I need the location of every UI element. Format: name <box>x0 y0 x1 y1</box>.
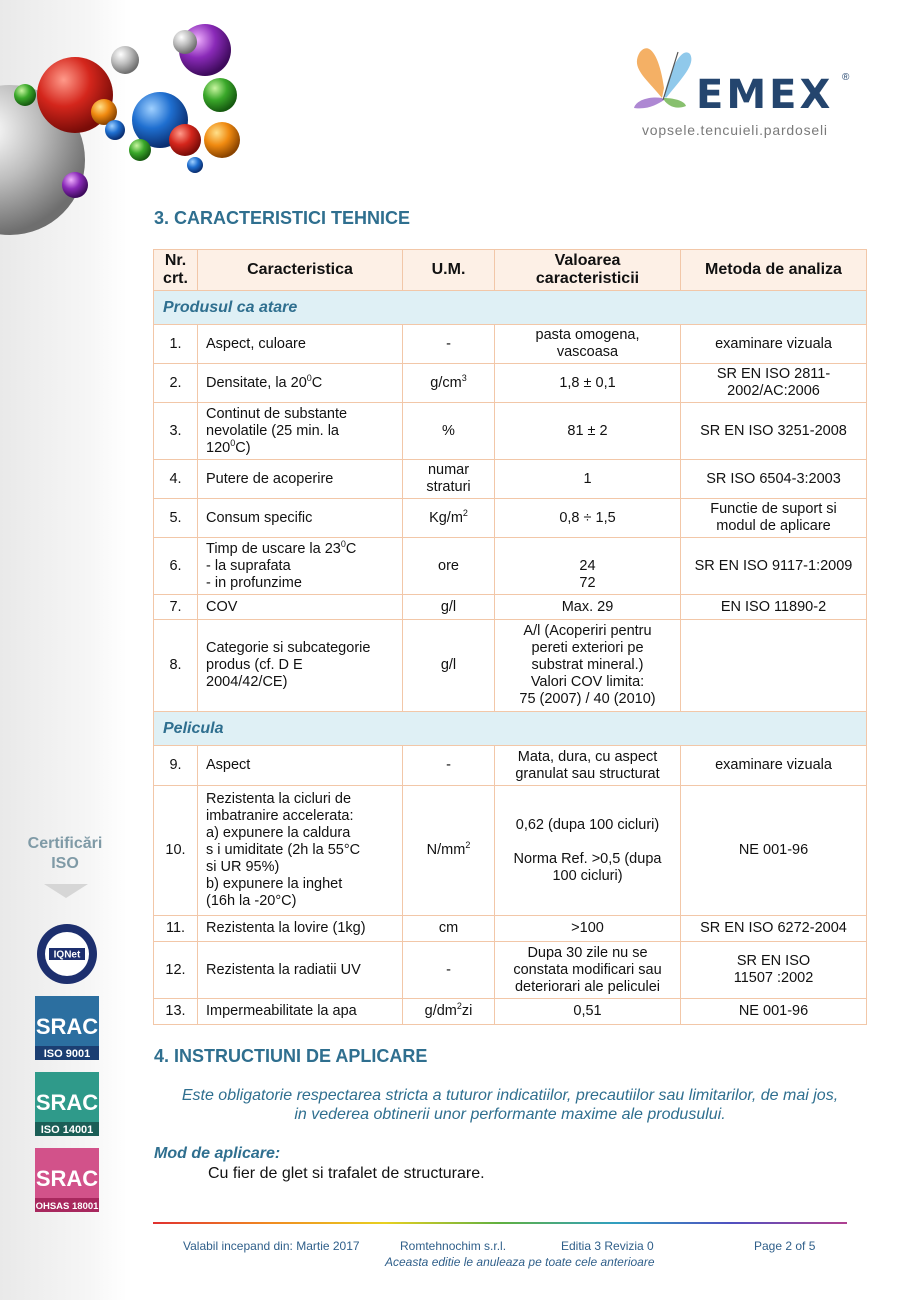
decorative-spheres <box>0 0 260 240</box>
cell-metoda: Functie de suport si modul de aplicare <box>681 499 867 538</box>
cell-um <box>403 499 495 538</box>
footer-valid-from: Valabil incepand din: Martie 2017 <box>183 1239 360 1253</box>
table-row <box>154 916 867 942</box>
cell-um: numar straturi <box>403 460 495 499</box>
srac-ohsas18001-badge-icon <box>35 1148 99 1212</box>
cell-metoda <box>681 620 867 712</box>
table-row <box>154 620 867 712</box>
cell-nr: 8. <box>154 620 198 712</box>
brand-name: EMEX <box>696 72 834 118</box>
cell-valoare: 0,51 <box>495 999 681 1025</box>
group-row <box>154 291 867 325</box>
iqnet-label: IQNet <box>53 949 81 961</box>
cell-um: % <box>403 403 495 460</box>
cell-caracteristica: Consum specific <box>198 499 403 538</box>
cell-metoda: SR ISO 6504-3:2003 <box>681 460 867 499</box>
cell-valoare: pasta omogena, vascoasa <box>495 325 681 364</box>
cell-nr: 6. <box>154 538 198 595</box>
cell-text: Densitate, la 20 <box>206 374 307 391</box>
table-row <box>154 538 867 595</box>
cell-text: Continut de substante nevolatile (25 min. la 120 <box>206 405 348 456</box>
cell-text: C <box>311 374 323 391</box>
tech-characteristics-table <box>153 249 867 1025</box>
cell-metoda: SR EN ISO 3251-2008 <box>681 403 867 460</box>
cell-um: - <box>403 325 495 364</box>
unit-text: zi <box>461 1003 473 1019</box>
chevron-down-icon <box>44 884 88 898</box>
cell-um: - <box>403 746 495 786</box>
cell-caracteristica <box>198 403 403 460</box>
cell-text: C - la suprafata - in profunzime <box>206 540 357 591</box>
header-nr-line1: Nr. <box>164 252 187 269</box>
table-row <box>154 325 867 364</box>
cell-valoare: Mata, dura, cu aspect granulat sau structurat <box>495 746 681 786</box>
footer-divider <box>153 1222 847 1224</box>
superscript: 2 <box>465 840 471 851</box>
srac-iso9001-badge-icon <box>35 996 99 1060</box>
table-row <box>154 595 867 620</box>
cell-metoda: SR EN ISO 6272-2004 <box>681 916 867 942</box>
cell-nr: 2. <box>154 364 198 403</box>
mod-aplicare-text: Cu fier de glet si trafalet de structurare. <box>208 1165 485 1182</box>
cell-nr: 4. <box>154 460 198 499</box>
cell-caracteristica: COV <box>198 595 403 620</box>
cell-caracteristica: Aspect, culoare <box>198 325 403 364</box>
cell-nr: 12. <box>154 942 198 999</box>
cell-um: g/l <box>403 595 495 620</box>
cell-nr: 11. <box>154 916 198 942</box>
unit-text: g/dm <box>424 1003 457 1019</box>
srac-label-2: SRAC <box>35 1090 99 1115</box>
table-row <box>154 786 867 916</box>
header-metoda: Metoda de analiza <box>681 250 867 291</box>
header-nr-line2: crt. <box>163 270 188 287</box>
butterfly-icon <box>626 38 696 110</box>
header-valoarea-line2: caracteristicii <box>535 270 640 287</box>
cell-valoare: 81 ± 2 <box>495 403 681 460</box>
cell-valoare: 1,8 ± 0,1 <box>495 364 681 403</box>
cell-metoda: SR EN ISO 11507 :2002 <box>681 942 867 999</box>
group-pelicula: Pelicula <box>154 712 867 746</box>
table-row <box>154 746 867 786</box>
cell-caracteristica: Rezistenta la lovire (1kg) <box>198 916 403 942</box>
certificari-iso-heading <box>20 834 110 874</box>
cell-caracteristica <box>198 538 403 595</box>
header-valoarea <box>495 250 681 291</box>
cell-um: ore <box>403 538 495 595</box>
superscript: 0 <box>340 538 346 549</box>
cell-valoare: Max. 29 <box>495 595 681 620</box>
cell-nr: 1. <box>154 325 198 364</box>
table-row <box>154 403 867 460</box>
superscript: 2 <box>462 507 468 518</box>
cell-um: cm <box>403 916 495 942</box>
cell-valoare: A/l (Acoperiri pentru pereti exteriori pe substrat mineral.) Valori COV limita: 75 (2007) / 40 (2010) <box>495 620 681 712</box>
group-produsul: Produsul ca atare <box>154 291 867 325</box>
unit-text: g/cm <box>430 374 462 391</box>
table-row <box>154 364 867 403</box>
mod-aplicare-label: Mod de aplicare: <box>154 1145 281 1162</box>
group-row <box>154 712 867 746</box>
table-row <box>154 999 867 1025</box>
superscript: 3 <box>461 372 467 383</box>
cell-metoda: examinare vizuala <box>681 746 867 786</box>
cell-nr: 7. <box>154 595 198 620</box>
cell-caracteristica: Rezistenta la cicluri de imbatranire accelerata: a) expunere la caldura s i umiditate (2h la 55°C si UR 95%) b) expunere la inghet (16h la -20°C) <box>198 786 403 916</box>
iqnet-badge-icon <box>35 922 99 986</box>
cell-caracteristica: Aspect <box>198 746 403 786</box>
cell-valoare: 1 <box>495 460 681 499</box>
footer-edition: Editia 3 Revizia 0 <box>561 1239 654 1253</box>
header-caracteristica: Caracteristica <box>198 250 403 291</box>
table-row <box>154 499 867 538</box>
cell-metoda: EN ISO 11890-2 <box>681 595 867 620</box>
superscript: 0 <box>306 372 312 383</box>
cell-valoare: >100 <box>495 916 681 942</box>
cell-nr: 9. <box>154 746 198 786</box>
cell-metoda: NE 001-96 <box>681 786 867 916</box>
cell-valoare: 0,8 ÷ 1,5 <box>495 499 681 538</box>
cell-valoare: 0,62 (dupa 100 cicluri) Norma Ref. >0,5 (dupa 100 cicluri) <box>495 786 681 916</box>
section3-title: 3. CARACTERISTICI TEHNICE <box>154 208 411 228</box>
footer-note: Aceasta editie le anuleaza pe toate cele anterioare <box>385 1255 655 1269</box>
cell-text: C) <box>235 439 251 456</box>
brand-tagline: vopsele.tencuieli.pardoseli <box>642 122 828 138</box>
ohsas18001-label: OHSAS 18001 <box>35 1201 99 1212</box>
srac-label-3: SRAC <box>35 1166 99 1191</box>
cell-um: g/l <box>403 620 495 712</box>
cell-um <box>403 364 495 403</box>
cell-um <box>403 999 495 1025</box>
cell-nr: 3. <box>154 403 198 460</box>
cell-metoda: examinare vizuala <box>681 325 867 364</box>
cell-valoare: Dupa 30 zile nu se constata modificari sau deteriorari ale peliculei <box>495 942 681 999</box>
srac-label-1: SRAC <box>35 1014 99 1039</box>
footer-page-number: Page 2 of 5 <box>754 1239 816 1253</box>
cell-nr: 5. <box>154 499 198 538</box>
superscript: 2 <box>456 1001 462 1012</box>
header-valoarea-line1: Valoarea <box>554 252 621 269</box>
srac-iso14001-badge-icon <box>35 1072 99 1136</box>
cert-title-line1: Certificări <box>27 835 103 852</box>
cell-um: - <box>403 942 495 999</box>
iso9001-label: ISO 9001 <box>43 1048 91 1060</box>
section4-title: 4. INSTRUCTIUNI DE APLICARE <box>154 1046 428 1066</box>
cell-um <box>403 786 495 916</box>
cert-title-line2: ISO <box>51 855 79 872</box>
registered-mark: ® <box>842 72 850 83</box>
cell-caracteristica: Putere de acoperire <box>198 460 403 499</box>
iso14001-label: ISO 14001 <box>40 1124 94 1136</box>
unit-text: N/mm <box>426 842 466 858</box>
cell-caracteristica <box>198 364 403 403</box>
cell-nr: 13. <box>154 999 198 1025</box>
cell-metoda: NE 001-96 <box>681 999 867 1025</box>
table-row <box>154 460 867 499</box>
header-um: U.M. <box>403 250 495 291</box>
emex-logo <box>620 38 870 148</box>
application-intro: Este obligatorie respectarea stricta a tuturor indicatiilor, precautiilor sau limitarilor, de mai jos, in vederea obtinerii unor performante maxime ale produsului. <box>181 1087 839 1123</box>
cell-valoare: 24 72 <box>495 538 681 595</box>
table-row <box>154 942 867 999</box>
cell-metoda: SR EN ISO 2811- 2002/AC:2006 <box>681 364 867 403</box>
footer-company: Romtehnochim s.r.l. <box>400 1239 507 1253</box>
cell-metoda: SR EN ISO 9117-1:2009 <box>681 538 867 595</box>
cell-nr: 10. <box>154 786 198 916</box>
cell-caracteristica: Rezistenta la radiatii UV <box>198 942 403 999</box>
cell-caracteristica: Impermeabilitate la apa <box>198 999 403 1025</box>
unit-text: Kg/m <box>429 509 463 526</box>
table-header-row <box>154 250 867 291</box>
superscript: 0 <box>230 437 236 448</box>
cell-caracteristica: Categorie si subcategorie produs (cf. D E 2004/42/CE) <box>198 620 403 712</box>
header-nr <box>154 250 198 291</box>
cell-text: Timp de uscare la 23 <box>206 540 341 557</box>
